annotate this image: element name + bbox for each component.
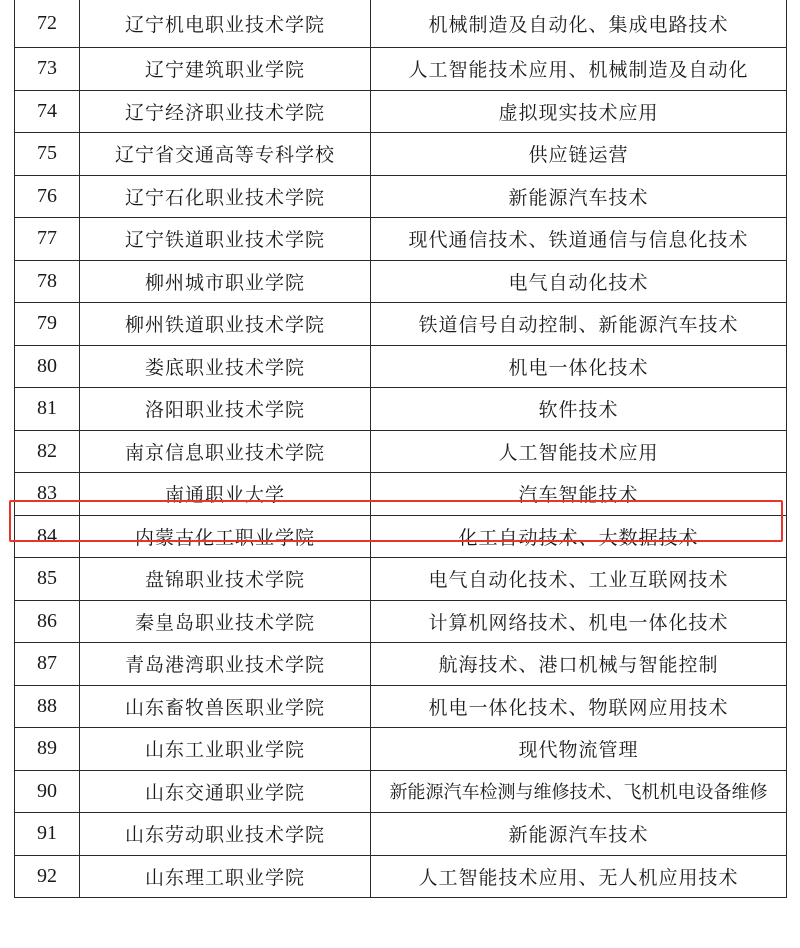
major-names: 电气自动化技术 <box>371 260 787 303</box>
table-row <box>15 345 787 388</box>
row-number: 85 <box>15 558 80 601</box>
major-names: 软件技术 <box>371 388 787 431</box>
table-row <box>15 558 787 601</box>
major-names: 现代物流管理 <box>371 728 787 771</box>
school-name: 柳州城市职业学院 <box>80 260 371 303</box>
table-row <box>15 0 787 48</box>
table-body <box>15 0 787 898</box>
major-names: 新能源汽车技术 <box>371 175 787 218</box>
row-number: 81 <box>15 388 80 431</box>
major-names: 新能源汽车技术 <box>371 813 787 856</box>
school-name: 柳州铁道职业技术学院 <box>80 303 371 346</box>
row-number: 82 <box>15 430 80 473</box>
school-name: 秦皇岛职业技术学院 <box>80 600 371 643</box>
major-names: 人工智能技术应用、无人机应用技术 <box>371 855 787 898</box>
major-names: 机电一体化技术 <box>371 345 787 388</box>
table-row <box>15 133 787 176</box>
row-number: 84 <box>15 515 80 558</box>
major-names: 化工自动技术、大数据技术 <box>371 515 787 558</box>
row-number: 86 <box>15 600 80 643</box>
school-major-table <box>14 0 787 898</box>
major-names: 虚拟现实技术应用 <box>371 90 787 133</box>
major-names: 人工智能技术应用、机械制造及自动化 <box>371 48 787 91</box>
row-number: 87 <box>15 643 80 686</box>
table-row <box>15 855 787 898</box>
row-number: 79 <box>15 303 80 346</box>
row-number: 74 <box>15 90 80 133</box>
major-names: 航海技术、港口机械与智能控制 <box>371 643 787 686</box>
table-row <box>15 260 787 303</box>
table-row <box>15 48 787 91</box>
major-names: 计算机网络技术、机电一体化技术 <box>371 600 787 643</box>
school-name: 山东工业职业学院 <box>80 728 371 771</box>
row-number: 78 <box>15 260 80 303</box>
row-number: 73 <box>15 48 80 91</box>
table-row-highlighted <box>15 473 787 516</box>
row-number: 76 <box>15 175 80 218</box>
table-row <box>15 728 787 771</box>
major-names: 供应链运营 <box>371 133 787 176</box>
school-name: 内蒙古化工职业学院 <box>80 515 371 558</box>
table-row <box>15 388 787 431</box>
school-name: 洛阳职业技术学院 <box>80 388 371 431</box>
school-name: 山东畜牧兽医职业学院 <box>80 685 371 728</box>
school-name: 辽宁石化职业技术学院 <box>80 175 371 218</box>
row-number: 92 <box>15 855 80 898</box>
school-name: 南通职业大学 <box>80 473 371 516</box>
school-name: 辽宁建筑职业学院 <box>80 48 371 91</box>
table-row <box>15 813 787 856</box>
row-number: 80 <box>15 345 80 388</box>
school-name: 青岛港湾职业技术学院 <box>80 643 371 686</box>
row-number: 88 <box>15 685 80 728</box>
table-row <box>15 515 787 558</box>
table-row <box>15 685 787 728</box>
major-names: 人工智能技术应用 <box>371 430 787 473</box>
school-name: 辽宁机电职业技术学院 <box>80 0 371 48</box>
row-number: 83 <box>15 473 80 516</box>
table-row <box>15 175 787 218</box>
school-name: 山东理工职业学院 <box>80 855 371 898</box>
row-number: 91 <box>15 813 80 856</box>
table-row <box>15 218 787 261</box>
school-name: 娄底职业技术学院 <box>80 345 371 388</box>
school-name: 南京信息职业技术学院 <box>80 430 371 473</box>
table-row <box>15 90 787 133</box>
major-names: 机械制造及自动化、集成电路技术 <box>371 0 787 48</box>
school-name: 辽宁铁道职业技术学院 <box>80 218 371 261</box>
school-name: 辽宁省交通高等专科学校 <box>80 133 371 176</box>
row-number: 90 <box>15 770 80 813</box>
major-names: 机电一体化技术、物联网应用技术 <box>371 685 787 728</box>
row-number: 75 <box>15 133 80 176</box>
school-name: 辽宁经济职业技术学院 <box>80 90 371 133</box>
table-row <box>15 643 787 686</box>
row-number: 72 <box>15 0 80 48</box>
table-row <box>15 770 787 813</box>
major-names: 汽车智能技术 <box>371 473 787 516</box>
row-number: 89 <box>15 728 80 771</box>
major-names: 电气自动化技术、工业互联网技术 <box>371 558 787 601</box>
table-row <box>15 600 787 643</box>
row-number: 77 <box>15 218 80 261</box>
school-name: 山东交通职业学院 <box>80 770 371 813</box>
school-name: 山东劳动职业技术学院 <box>80 813 371 856</box>
table-row <box>15 303 787 346</box>
table-row <box>15 430 787 473</box>
major-names: 铁道信号自动控制、新能源汽车技术 <box>371 303 787 346</box>
major-names: 现代通信技术、铁道通信与信息化技术 <box>371 218 787 261</box>
major-names: 新能源汽车检测与维修技术、飞机机电设备维修 <box>371 770 787 813</box>
school-name: 盘锦职业技术学院 <box>80 558 371 601</box>
